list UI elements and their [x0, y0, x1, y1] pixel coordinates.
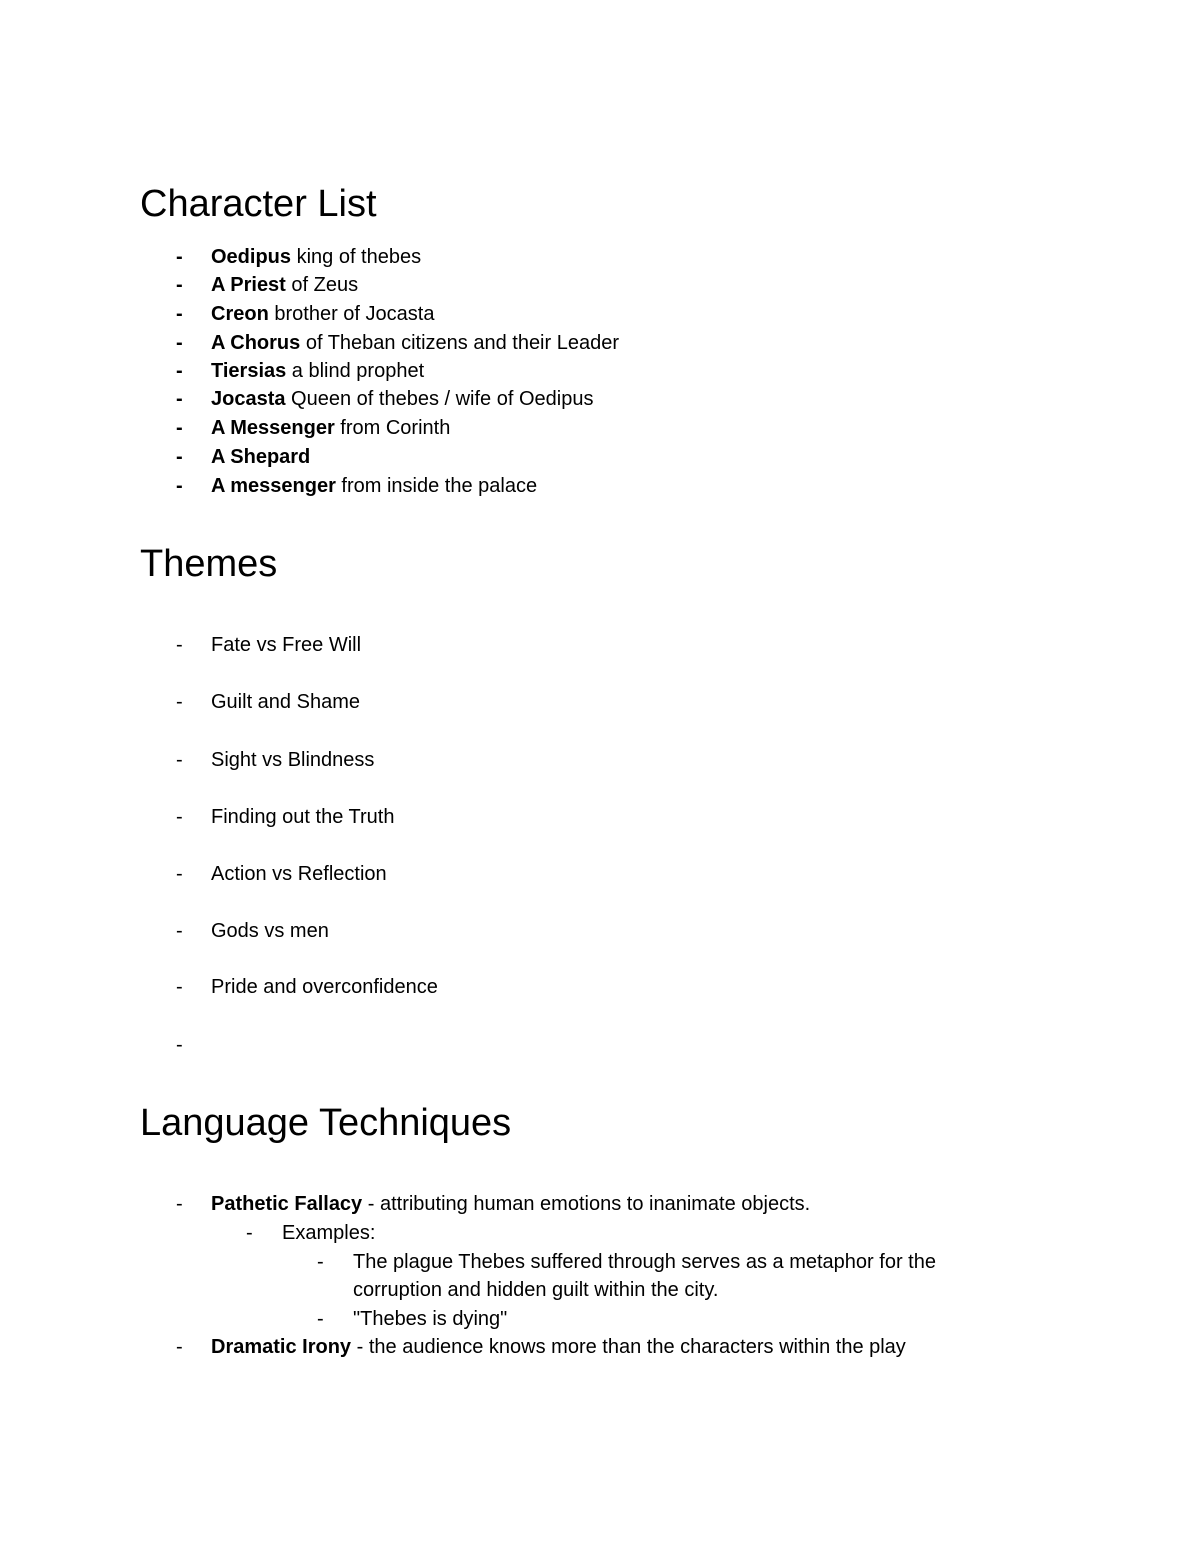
technique-term: Pathetic Fallacy: [211, 1193, 363, 1215]
character-description: from Corinth: [334, 417, 451, 439]
theme-text: Sight vs Blindness: [211, 749, 375, 771]
bullet-dash: -: [176, 1193, 183, 1215]
bullet-dash: -: [176, 388, 183, 410]
character-description: of Zeus: [285, 274, 359, 296]
character-name: A Shepard: [211, 446, 311, 468]
character-name: A Priest: [211, 274, 286, 296]
bullet-dash: -: [317, 1251, 324, 1273]
character-name: A messenger: [211, 475, 336, 497]
example-text: The plague Thebes suffered through serves as a metaphor for the: [353, 1251, 936, 1273]
theme-text: Finding out the Truth: [211, 806, 395, 828]
bullet-dash: -: [176, 634, 183, 656]
examples-label: Examples:: [282, 1222, 376, 1244]
bullet-dash: -: [176, 976, 183, 998]
character-description: king of thebes: [291, 246, 422, 268]
theme-text: Guilt and Shame: [211, 691, 360, 713]
bullet-dash: -: [176, 332, 183, 354]
bullet-dash: -: [176, 749, 183, 771]
technique-definition: - the audience knows more than the characters within the play: [351, 1336, 906, 1358]
technique-definition: - attributing human emotions to inanimate objects.: [362, 1193, 811, 1215]
character-name: A Messenger: [211, 417, 335, 439]
character-name: Jocasta: [211, 388, 286, 410]
character-description: from inside the palace: [335, 475, 538, 497]
language-techniques-heading: Language Techniques: [140, 1102, 512, 1144]
character-name: Creon: [211, 303, 269, 325]
theme-text: Fate vs Free Will: [211, 634, 362, 656]
bullet-dash: -: [176, 1034, 183, 1056]
character-description: a blind prophet: [286, 360, 425, 382]
bullet-dash: -: [176, 691, 183, 713]
bullet-dash: -: [176, 475, 183, 497]
bullet-dash: -: [176, 303, 183, 325]
bullet-dash: -: [176, 446, 183, 468]
character-description: of Theban citizens and their Leader: [300, 332, 619, 354]
theme-text: Gods vs men: [211, 920, 329, 942]
character-description: brother of Jocasta: [268, 303, 435, 325]
bullet-dash: -: [317, 1308, 324, 1330]
character-name: Oedipus: [211, 246, 292, 268]
character-name: A Chorus: [211, 332, 301, 354]
example-quote: "Thebes is dying": [353, 1308, 508, 1330]
bullet-dash: -: [176, 246, 183, 268]
bullet-dash: -: [176, 863, 183, 885]
themes-heading: Themes: [140, 543, 278, 585]
bullet-dash: -: [176, 360, 183, 382]
character-list-heading: Character List: [140, 183, 377, 225]
technique-term: Dramatic Irony: [211, 1336, 352, 1358]
example-text-continued: corruption and hidden guilt within the city.: [353, 1279, 719, 1301]
character-description: Queen of thebes / wife of Oedipus: [285, 388, 594, 410]
bullet-dash: -: [246, 1222, 253, 1244]
theme-text: Action vs Reflection: [211, 863, 387, 885]
bullet-dash: -: [176, 417, 183, 439]
character-name: Tiersias: [211, 360, 287, 382]
bullet-dash: -: [176, 806, 183, 828]
bullet-dash: -: [176, 920, 183, 942]
bullet-dash: -: [176, 274, 183, 296]
theme-text: Pride and overconfidence: [211, 976, 438, 998]
bullet-dash: -: [176, 1336, 183, 1358]
